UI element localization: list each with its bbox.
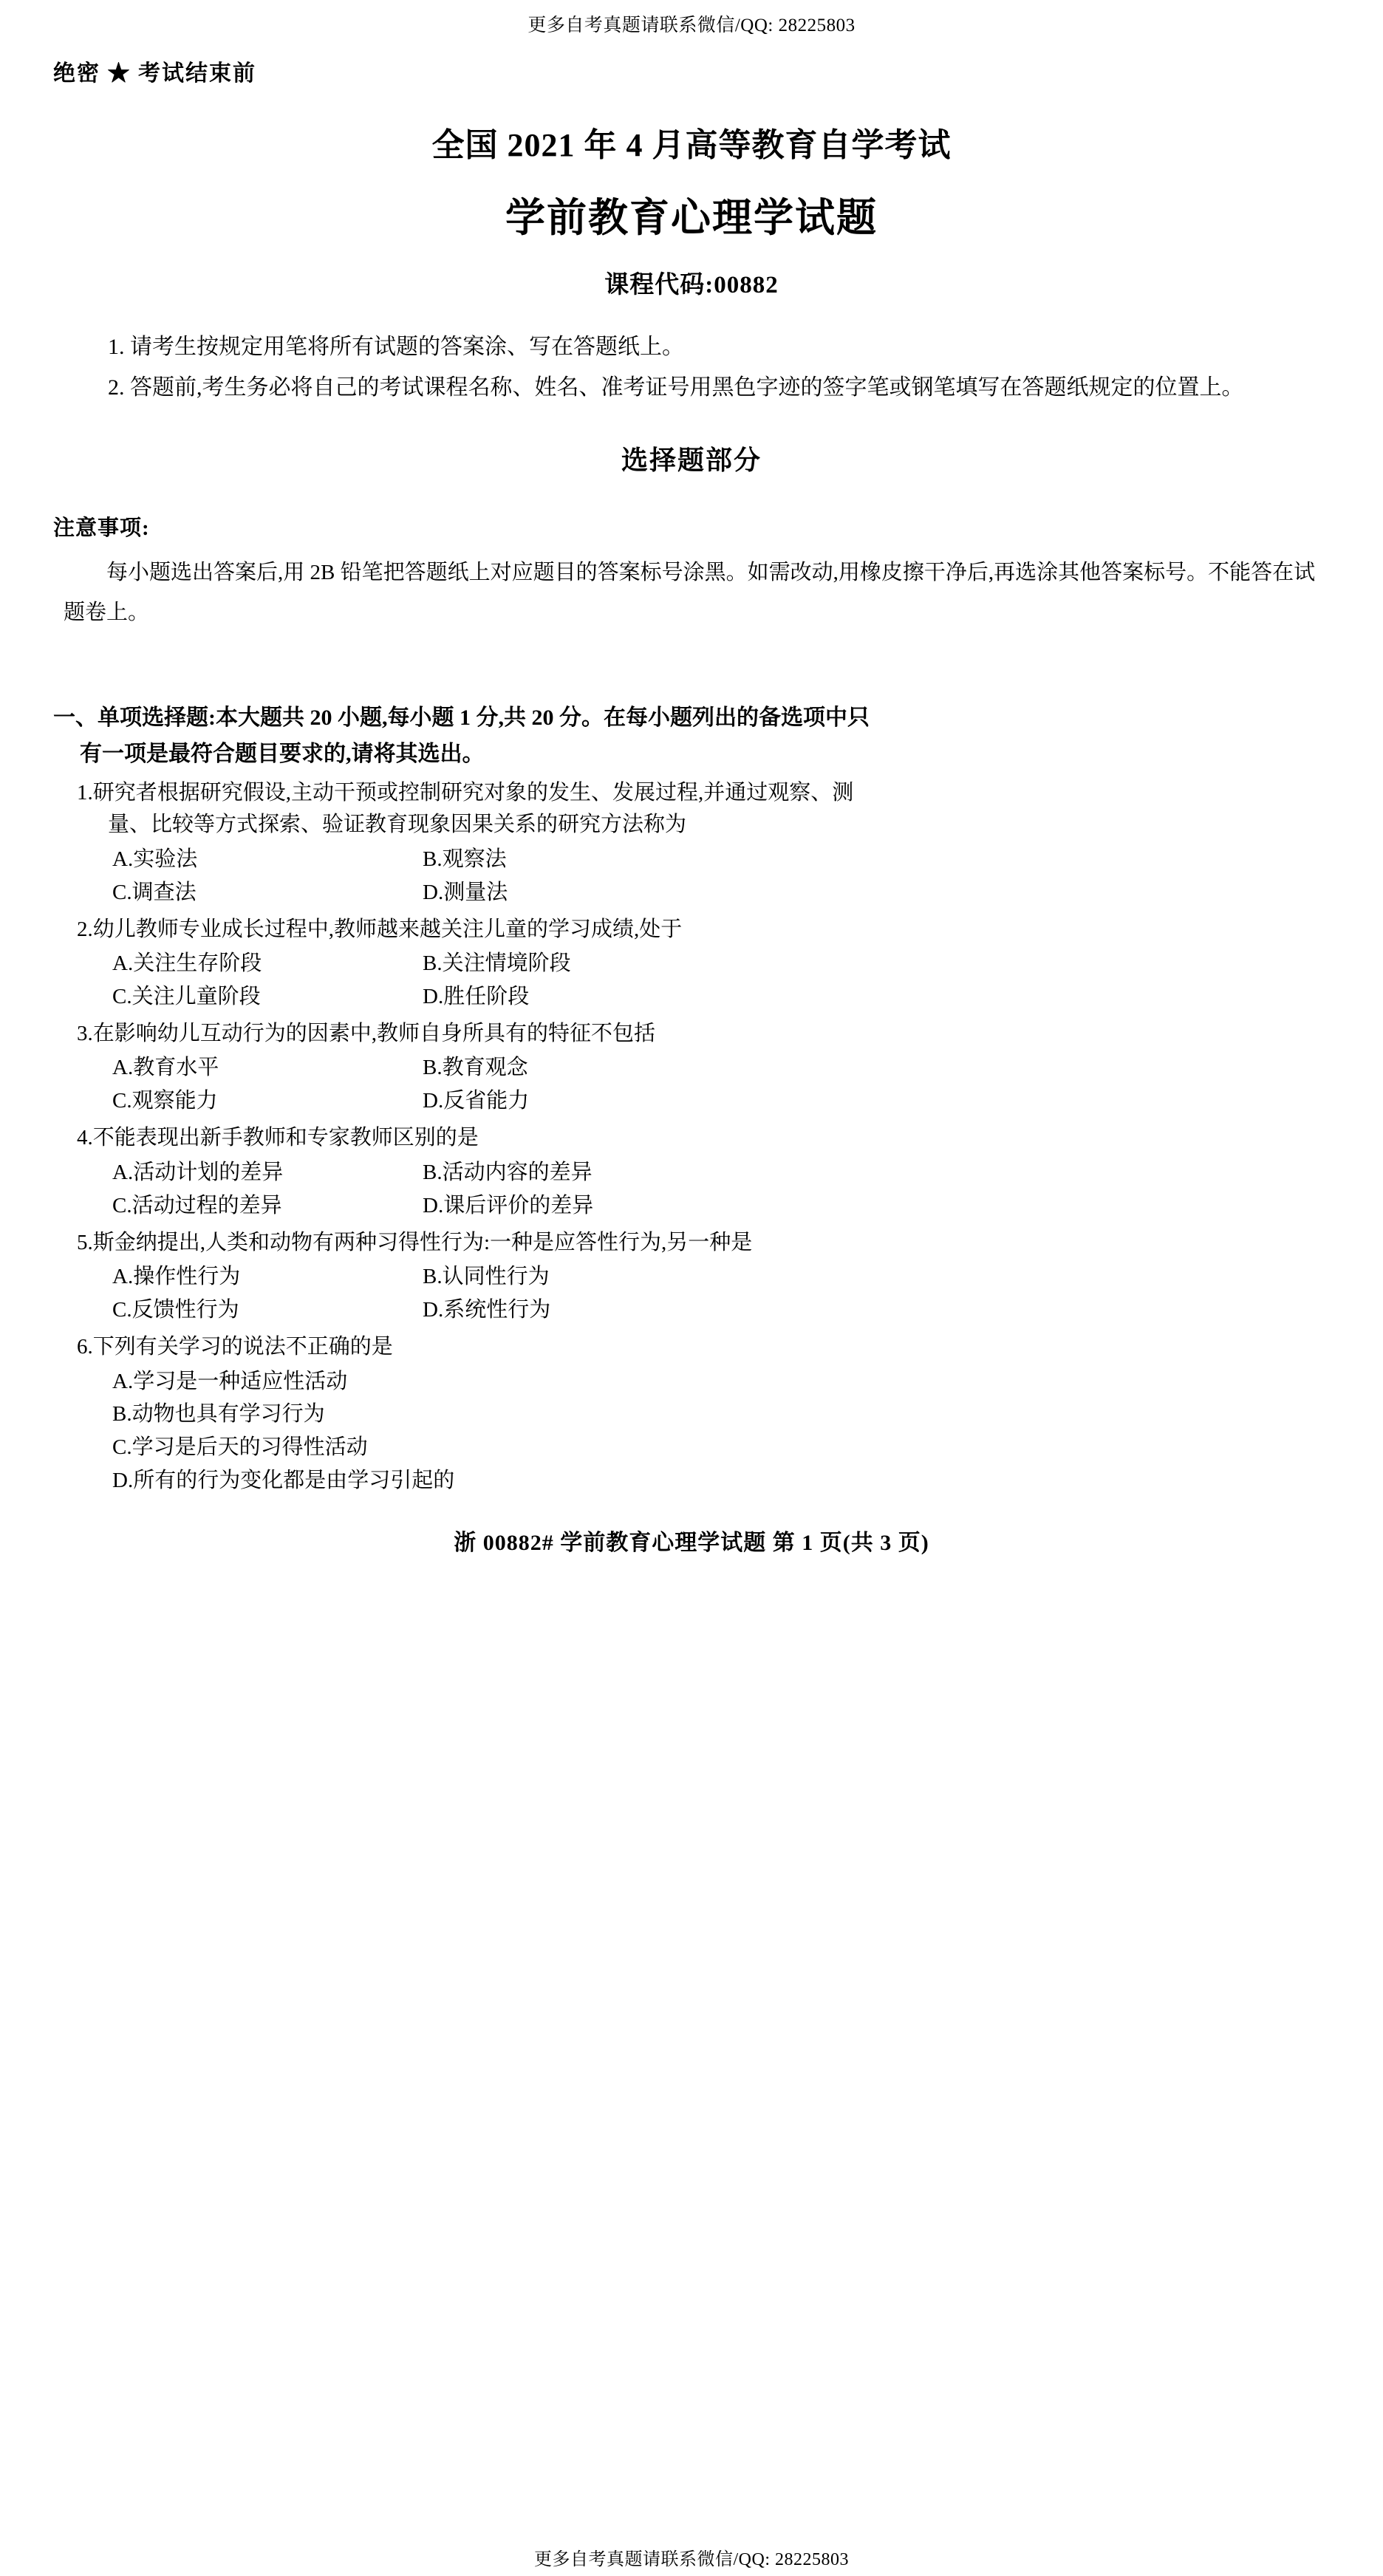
option-b[interactable]: B.教育观念	[423, 1056, 528, 1080]
question-item	[64, 1227, 1319, 1327]
option-d[interactable]: D.所有的行为变化都是由学习引起的	[112, 1469, 455, 1493]
question-stem	[64, 914, 1319, 946]
question-stem	[64, 1331, 1319, 1364]
question-text-cont: 量、比较等方式探索、验证教育现象因果关系的研究方法称为	[108, 813, 687, 837]
part-heading-line1: 一、单项选择题:本大题共 20 小题,每小题 1 分,共 20 分。在每小题列出的备选项中只	[53, 706, 870, 731]
question-stem	[64, 777, 1319, 841]
notice-label: 注意事项:	[53, 516, 150, 541]
option-d[interactable]: D.课后评价的差异	[423, 1193, 594, 1217]
option-c[interactable]: C.调查法	[112, 880, 197, 904]
question-text: 幼儿教师专业成长过程中,教师越来越关注儿童的学习成绩,处于	[92, 917, 683, 941]
option-a[interactable]: A.实验法	[112, 847, 198, 871]
question-number: 3.	[77, 1021, 93, 1045]
option-row	[64, 980, 1319, 1014]
option-row	[64, 1189, 1319, 1223]
question-stem	[64, 1018, 1319, 1050]
notice-body	[64, 553, 1319, 632]
option-a[interactable]: A.操作性行为	[112, 1265, 241, 1289]
option-a[interactable]: A.学习是一种适应性活动	[112, 1369, 348, 1393]
question-stem	[64, 1122, 1319, 1155]
option-a[interactable]: A.活动计划的差异	[112, 1160, 284, 1184]
option-b[interactable]: B.观察法	[423, 847, 507, 871]
option-row	[64, 1294, 1319, 1327]
option-row	[64, 876, 1319, 909]
option-d[interactable]: D.胜任阶段	[423, 984, 530, 1008]
option-c[interactable]: C.反馈性行为	[112, 1298, 239, 1322]
option-row	[64, 1260, 1319, 1294]
instruction-1: 1. 请考生按规定用笔将所有试题的答案涂、写在答题纸上。	[108, 335, 684, 359]
option-b[interactable]: B.活动内容的差异	[423, 1160, 593, 1184]
question-text: 斯金纳提出,人类和动物有两种习得性行为:一种是应答性行为,另一种是	[92, 1230, 753, 1254]
question-number: 5.	[77, 1230, 93, 1254]
option-group	[64, 947, 1319, 1014]
secret-notice: 绝密 ★ 考试结束前	[53, 61, 256, 86]
option-row	[64, 843, 1319, 876]
question-item	[64, 1122, 1319, 1222]
option-c[interactable]: C.观察能力	[112, 1089, 218, 1113]
question-number: 4.	[77, 1126, 93, 1150]
page-subtitle: 学前教育心理学试题	[505, 196, 878, 240]
option-b[interactable]: B.认同性行为	[423, 1265, 550, 1289]
option-b[interactable]: B.动物也具有学习行为	[112, 1402, 325, 1427]
option-row	[64, 947, 1319, 980]
option-d[interactable]: D.测量法	[423, 880, 508, 904]
option-row	[64, 1365, 1319, 1398]
question-number: 2.	[77, 917, 93, 941]
part-heading-line2: 有一项是最符合题目要求的,请将其选出。	[80, 742, 485, 767]
option-c[interactable]: C.活动过程的差异	[112, 1193, 282, 1217]
page-footer: 浙 00882# 学前教育心理学试题 第 1 页(共 3 页)	[454, 1531, 929, 1556]
option-d[interactable]: D.系统性行为	[423, 1298, 551, 1322]
question-text: 不能表现出新手教师和专家教师区别的是	[92, 1126, 479, 1150]
question-item	[64, 914, 1319, 1014]
option-group	[64, 1260, 1319, 1327]
option-b[interactable]: B.关注情境阶段	[423, 952, 571, 976]
option-c[interactable]: C.关注儿童阶段	[112, 984, 261, 1008]
watermark-bottom: 更多自考真题请联系微信/QQ: 28225803	[534, 2550, 849, 2569]
question-item	[64, 1018, 1319, 1118]
notice-text: 每小题选出答案后,用 2B 铅笔把答题纸上对应题目的答案标号涂黑。如需改动,用橡皮擦干净后,再选涂其他答案标号。不能答在试题卷上。	[64, 561, 1316, 624]
option-a[interactable]: A.教育水平	[112, 1056, 219, 1080]
option-row	[64, 1398, 1319, 1431]
option-group	[64, 1156, 1319, 1223]
part-heading	[53, 700, 1319, 772]
option-group	[64, 1051, 1319, 1118]
course-code: 课程代码:00882	[604, 272, 779, 298]
question-text: 研究者根据研究假设,主动干预或控制研究对象的发生、发展过程,并通过观察、测	[92, 780, 854, 804]
question-text: 下列有关学习的说法不正确的是	[92, 1335, 393, 1359]
question-item	[64, 777, 1319, 909]
option-row	[64, 1156, 1319, 1189]
question-number: 1.	[77, 780, 93, 804]
question-number: 6.	[77, 1335, 93, 1359]
option-a[interactable]: A.关注生存阶段	[112, 952, 262, 976]
question-text: 在影响幼儿互动行为的因素中,教师自身所具有的特征不包括	[92, 1021, 656, 1045]
section-heading: 选择题部分	[621, 445, 762, 476]
option-row	[64, 1051, 1319, 1084]
option-group	[64, 843, 1319, 909]
option-row	[64, 1464, 1319, 1497]
option-row	[64, 1084, 1319, 1118]
question-item	[64, 1331, 1319, 1497]
page-title: 全国 2021 年 4 月高等教育自学考试	[431, 127, 952, 163]
instruction-2: 2. 答题前,考生务必将自己的考试课程名称、姓名、准考证号用黑色字迹的签字笔或钢笔填写在答题纸规定的位置上。	[108, 375, 1244, 400]
instructions-block	[64, 329, 1319, 406]
question-list	[64, 777, 1319, 1498]
option-d[interactable]: D.反省能力	[423, 1089, 530, 1113]
option-group	[64, 1365, 1319, 1498]
option-c[interactable]: C.学习是后天的习得性活动	[112, 1435, 368, 1460]
watermark-top: 更多自考真题请联系微信/QQ: 28225803	[527, 16, 856, 35]
option-row	[64, 1431, 1319, 1464]
question-stem	[64, 1227, 1319, 1260]
